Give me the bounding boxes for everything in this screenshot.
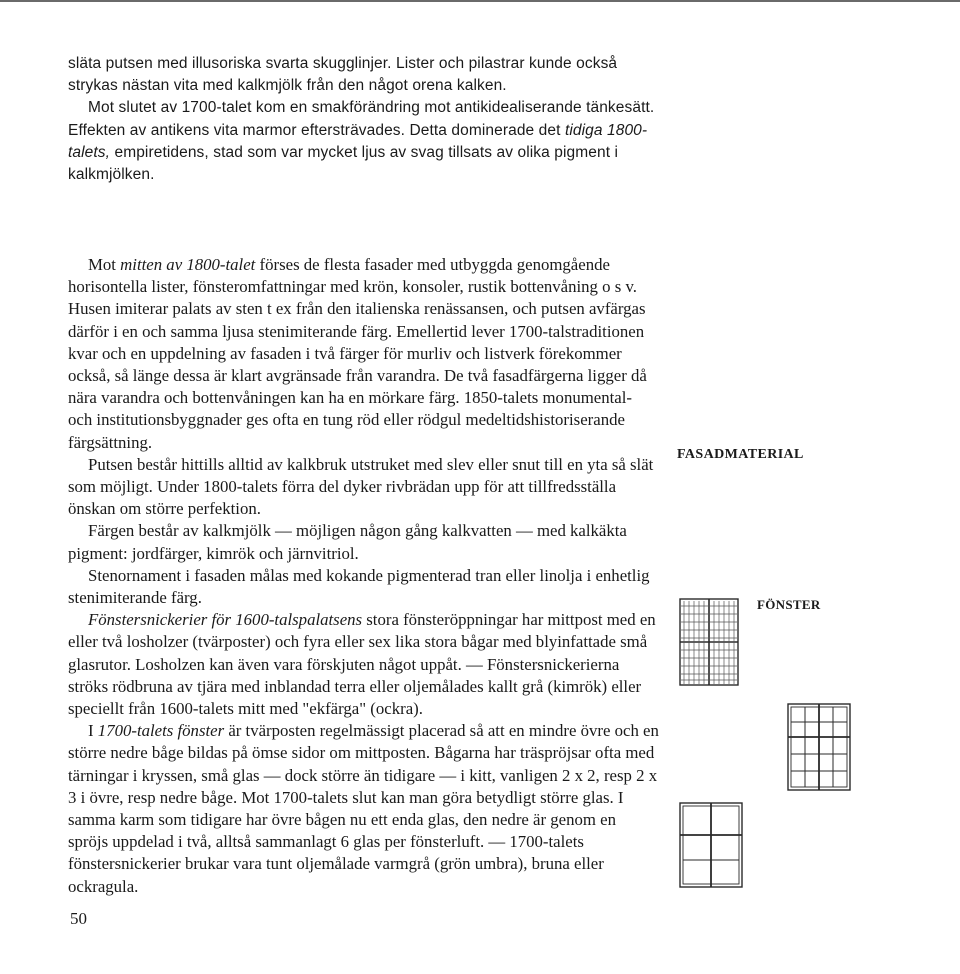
page-top-rule [0, 0, 960, 2]
sidebar-subtitle: FÖNSTER [757, 597, 821, 612]
page-number: 50 [70, 909, 87, 928]
italic-phrase: mitten av 1800-talet [120, 255, 256, 274]
text-run: är tvärposten regelmässigt placerad så att en mindre övre och en större nedre båge bildas på ömse sidor om mittposten. Bågarna har träspröjsar ofta med tärningar i kryssen, små glas — dock större än tidigare — i kitt, vanligen 2 x 2, resp 2 x 3 i övre, resp nedre båge. Mot 1700-talets slut kan man göra betydligt större glas. I samma karm som tidigare har övre bågen nu ett enda glas, den nedre är genom en spröjs uppdelad i två, alltså sammanlagt 6 glas per fönsterluft. — 1700-talets fönstersnickerier brukar vara tunt oljemålade varmgrå (grön umbra), bruna eller ockragula. [68, 721, 659, 896]
paragraph [68, 720, 660, 898]
paragraph [68, 565, 660, 609]
six-pane-window-icon [679, 802, 743, 888]
sidebar-title: FASADMATERIAL [677, 447, 804, 462]
intro-section [68, 53, 660, 186]
italic-phrase: tidiga 1800-talets, [68, 121, 648, 161]
text-run: Mot slutet av 1700-talet kom en smakförändring mot antikidealiserande tänkesätt. Effekten av antikens vita marmor eftersträvades. Detta dominerade det [68, 99, 655, 139]
paragraph [68, 254, 660, 454]
paragraph [68, 520, 660, 564]
main-section [68, 254, 660, 898]
mullioned-window-icon [787, 703, 851, 791]
text-run: släta putsen med illusoriska svarta skugglinjer. Lister och pilastrar kunde också strykas nästan vita med kalkmjölk från den något orena kalken. [68, 55, 618, 95]
paragraph [68, 53, 660, 97]
text-run: Stenornament i fasaden målas med kokande pigmenterad tran eller linolja i enhetlig stenimiterande färg. [68, 565, 650, 608]
text-run: Putsen består hittills alltid av kalkbruk utstruket med slev eller snut till en yta så slät som möjligt. Under 1800-talets förra del dyker rivbrädan upp för att tillfredsställa önskan om större perfektion. [68, 454, 654, 519]
text-run: förses de flesta fasader med utbyggda genomgående horisontella lister, fönsteromfattningar med krön, konsoler, rustik bottenvåning o s v. Husen imiterar palats av sten t ex från den italienska renässansen, och putsen avfärgas därför i en och samma ljusa stenimiterande färg. Emellertid lever 1700-talstraditionen kvar och en uppdelning av fasaden i två färger för murliv och listverk förekommer också, så länge dessa är klart avgränsade från varandra. De två fasadfärgerna ligger då nära varandra och bottenvåningen kan ha en mörkare färg. 1850-talets monumental- och institutionsbyggnader ges ofta en tung röd eller rödgul medeltidshistoriserande färgsättning. [68, 255, 647, 452]
italic-phrase: 1700-talets fönster [97, 721, 225, 741]
paragraph [68, 454, 660, 521]
italic-phrase: Fönstersnickerier för 1600-talspalatsens [88, 610, 363, 630]
text-run: I [88, 721, 98, 741]
text-run: Mot [88, 255, 121, 274]
text-run: Färgen består av kalkmjölk — möjligen någon gång kalkvatten — med kalkäkta pigment: jordfärger, kimrök och järnvitriol. [68, 521, 627, 563]
text-run: stora fönsteröppningar har mittpost med en eller två losholzer (tvärposter) och fyra eller sex lika stora bågar med blyinfattade små glasrutor. Losholzen kan även vara förskjuten något uppåt. — Fönstersnickerierna ströks rödbruna av tjära med inblandad terra eller oljemålades kallt grå (kimrök) eller speciellt från 1600-talets mitt med "ekfärga" (ockra). [68, 610, 656, 719]
paragraph [68, 97, 660, 186]
paragraph [68, 609, 660, 720]
text-run: empiretidens, stad som var mycket ljus av svag tillsats av olika pigment i kalkmjölken. [68, 143, 619, 184]
lead-light-window-icon [679, 598, 739, 686]
